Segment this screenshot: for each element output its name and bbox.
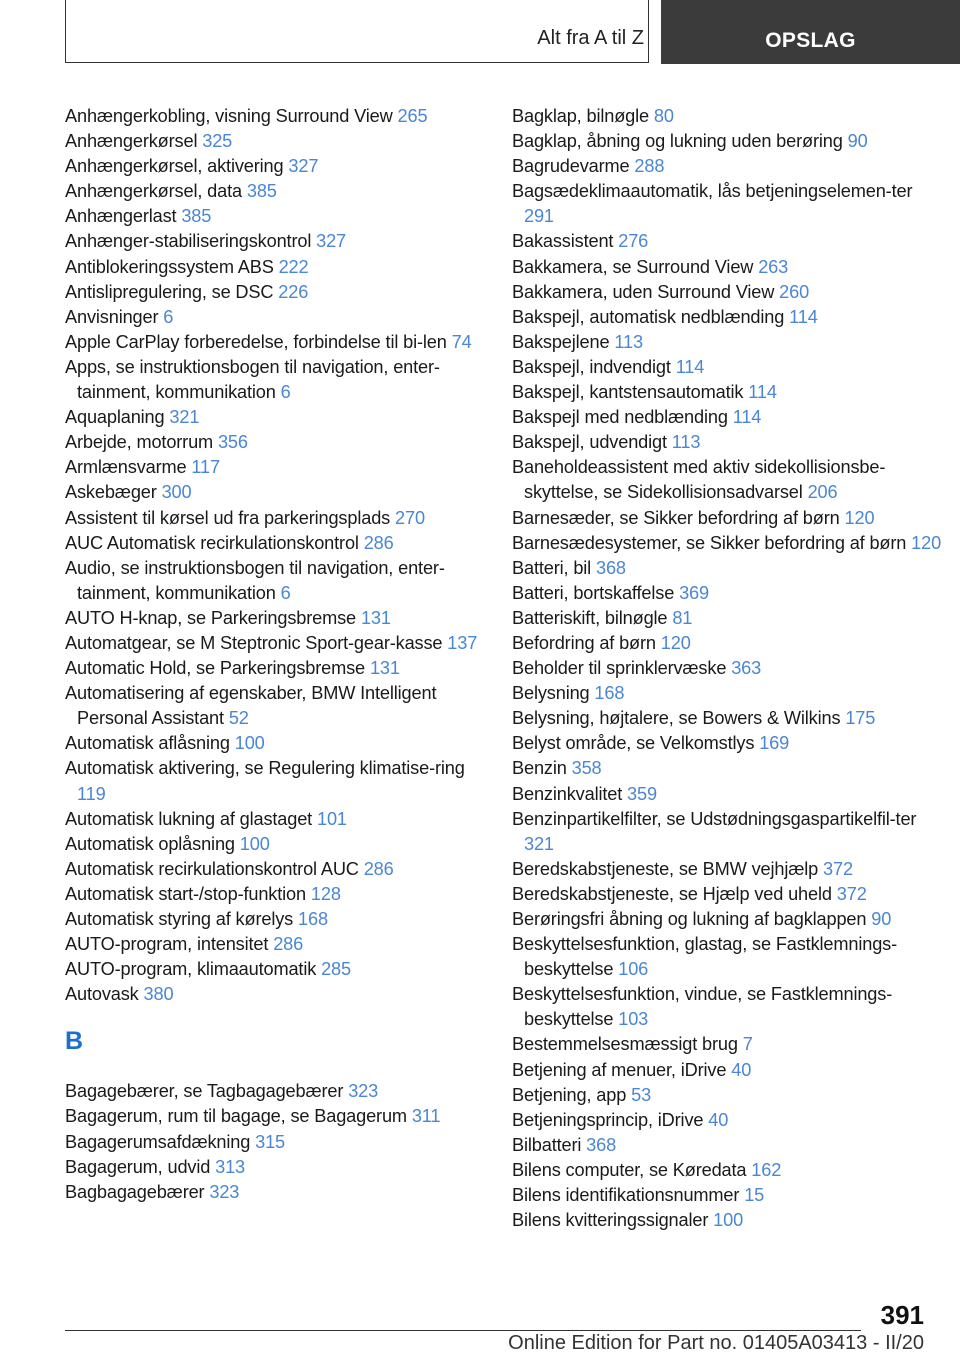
page-link[interactable]: 276 [618, 231, 649, 252]
index-entry [65, 1104, 485, 1129]
page-link[interactable]: 52 [228, 708, 249, 729]
page-link[interactable]: 40 [708, 1109, 729, 1130]
index-term: Beskyttelsesfunktion, vindue, se Fastklemnings‐beskyttelse [512, 984, 893, 1030]
index-entry [512, 857, 942, 882]
index-entry [512, 907, 942, 932]
index-term: Bakkamera, uden Surround View [512, 281, 775, 302]
index-term: Automatisk start-/stop-funktion [65, 883, 306, 904]
page-link[interactable]: 288 [634, 156, 665, 177]
index-term: Autovask [65, 984, 139, 1005]
index-entry [512, 255, 942, 280]
page-link[interactable]: 100 [713, 1210, 744, 1231]
page-link[interactable]: 222 [278, 256, 309, 277]
index-entry [65, 631, 485, 656]
index-term: Belysning [512, 683, 590, 704]
index-term: AUTO-program, intensitet [65, 934, 269, 955]
index-entry [512, 229, 942, 254]
index-term: Beredskabstjeneste, se Hjælp ved uheld [512, 883, 832, 904]
index-term: Batteriskift, bilnøgle [512, 607, 668, 628]
index-term: Belysning, højtalere, se Bowers & Wilkins [512, 708, 841, 729]
index-term: AUC Automatisk recirkulationskontrol [65, 532, 359, 553]
index-term: Bakspejl, kantstensautomatik [512, 382, 744, 403]
page-link[interactable]: 80 [653, 106, 674, 126]
index-term: Berøringsfri åbning og lukning af bagklappen [512, 909, 867, 929]
index-term: Batteri, bil [512, 557, 592, 578]
page-link[interactable]: 120 [844, 507, 875, 528]
index-term: Armlænsvarme [65, 457, 187, 478]
index-entry [65, 506, 485, 531]
index-term: Automatic Hold, se Parkeringsbremse [65, 658, 366, 679]
index-term: Bagagebærer, se Tagbagagebærer [65, 1081, 344, 1102]
index-entry [512, 104, 942, 129]
page-link[interactable]: 114 [675, 356, 705, 377]
index-entry [512, 606, 942, 631]
page-link[interactable]: 323 [209, 1181, 240, 1202]
page-link[interactable]: 81 [672, 607, 693, 628]
index-entry [65, 280, 485, 305]
index-entry [512, 1183, 942, 1208]
page-link[interactable]: 53 [631, 1084, 652, 1105]
index-entry [512, 1083, 942, 1108]
index-entry [65, 330, 485, 355]
page-link[interactable]: 90 [847, 131, 868, 152]
index-entry [512, 631, 942, 656]
page-link[interactable]: 106 [618, 959, 649, 980]
page-link[interactable]: 372 [823, 858, 853, 879]
index-entry [512, 656, 942, 681]
page-link[interactable]: 6 [163, 306, 174, 327]
page-link[interactable]: 313 [215, 1156, 246, 1177]
page-link[interactable]: 114 [789, 306, 818, 327]
footer-edition: Online Edition for Part no. 01405A03413 - II/20 [508, 1332, 924, 1354]
index-entry [512, 405, 942, 430]
index-term: Barnesæder, se Sikker befordring af børn [512, 507, 840, 528]
index-term: Apple CarPlay forberedelse, forbindelse til bi‐len [65, 331, 447, 352]
index-term: Automatgear, se M Steptronic Sport-gear‐kasse [65, 632, 443, 653]
page-link[interactable]: 356 [217, 432, 248, 453]
page-link[interactable]: 359 [627, 783, 657, 804]
index-entry [65, 731, 485, 756]
footer-rule [65, 1330, 861, 1331]
index-entry [512, 305, 942, 330]
index-entry [512, 380, 942, 405]
index-term: Bagrudevarme [512, 156, 630, 177]
page-link[interactable]: 286 [363, 858, 394, 879]
page-link[interactable]: 117 [191, 457, 220, 478]
index-entry [65, 531, 485, 556]
index-entry [512, 129, 942, 154]
index-entry [65, 1079, 485, 1104]
index-term: Beredskabstjeneste, se BMW vejhjælp [512, 858, 819, 879]
index-term: Bagagerumsafdækning [65, 1131, 251, 1152]
page-link[interactable]: 128 [310, 883, 341, 904]
page-link[interactable]: 6 [280, 382, 291, 403]
page-number: 391 [880, 1300, 924, 1330]
index-term: Bakspejl, indvendigt [512, 356, 671, 377]
page-link[interactable]: 226 [278, 281, 309, 302]
index-term: Bagagerum, udvid [65, 1156, 211, 1177]
index-entry [512, 455, 942, 505]
page-link[interactable]: 90 [871, 909, 892, 929]
index-entry [65, 204, 485, 229]
index-entry [65, 305, 485, 330]
page-link[interactable]: 162 [751, 1159, 782, 1180]
index-term: Belyst område, se Velkomstlys [512, 733, 755, 754]
index-term: Bakspejl, automatisk nedblænding [512, 306, 785, 327]
index-term: AUTO H-knap, se Parkeringsbremse [65, 607, 357, 628]
index-entry [65, 480, 485, 505]
index-term: Betjening af menuer, iDrive [512, 1059, 727, 1080]
page-link[interactable]: 286 [363, 532, 394, 553]
index-term: Betjening, app [512, 1084, 627, 1105]
index-entry [512, 154, 942, 179]
index-entry [65, 832, 485, 857]
index-term: Apps, se instruktionsbogen til navigation, enter‐tainment, kommunikation [65, 356, 440, 403]
page-link[interactable]: 327 [316, 231, 347, 252]
index-entry [65, 1130, 485, 1155]
index-term: Automatisk aflåsning [65, 733, 230, 754]
index-entry [65, 957, 485, 982]
page-link[interactable]: 74 [451, 331, 472, 352]
index-term: Beskyttelsesfunktion, glastag, se Fastklemnings‐beskyttelse [512, 934, 898, 980]
page-link[interactable]: 175 [845, 708, 876, 729]
index-entry [512, 430, 942, 455]
page-link[interactable]: 114 [748, 382, 777, 403]
index-group-b-continued [512, 104, 942, 1233]
index-entry [512, 1108, 942, 1133]
index-term: Benzin [512, 758, 567, 779]
page-link[interactable]: 325 [202, 131, 233, 152]
index-term: Antiblokeringssystem ABS [65, 256, 274, 277]
index-term: Anhængerlast [65, 206, 177, 227]
tab-opslag[interactable] [661, 0, 960, 64]
index-term: Automatisk aktivering, se Regulering klimatise‐ring [65, 758, 465, 779]
index-group-a [65, 104, 485, 1007]
page-link[interactable]: 300 [161, 482, 192, 503]
index-term: Bakkamera, se Surround View [512, 256, 754, 277]
page-link[interactable]: 120 [911, 532, 942, 553]
index-entry [65, 355, 485, 405]
index-entry [512, 807, 942, 857]
page-link[interactable]: 168 [594, 683, 625, 704]
page-link[interactable]: 285 [321, 959, 351, 980]
index-term: Aquaplaning [65, 407, 165, 428]
page-link[interactable]: 100 [234, 733, 265, 754]
index-term: Barnesædesystemer, se Sikker befordring af børn [512, 532, 907, 553]
index-entry [65, 104, 485, 129]
index-term: Bagbagagebærer [65, 1181, 205, 1202]
index-term: Automatisk lukning af glastaget [65, 808, 313, 829]
index-group-b [65, 1079, 485, 1204]
index-term: Baneholdeassistent med aktiv sidekollisionsbe‐skyttelse, se Sidekollisionsadvarsel [512, 457, 886, 503]
page-link[interactable]: 369 [679, 582, 709, 603]
index-entry [65, 907, 485, 932]
index-term: Anhængerkørsel, aktivering [65, 156, 284, 177]
page-link[interactable]: 286 [273, 934, 304, 955]
tab-label: OPSLAG [765, 29, 856, 52]
index-term: Anhænger-stabiliseringskontrol [65, 231, 312, 252]
index-entry [512, 782, 942, 807]
index-term: Bilens computer, se Køredata [512, 1159, 747, 1180]
index-entry [512, 982, 942, 1032]
page-link[interactable]: 363 [731, 658, 762, 679]
index-entry [512, 280, 942, 305]
page-link[interactable]: 113 [671, 432, 701, 453]
page-link[interactable]: 168 [298, 909, 328, 929]
index-term: Anhængerkørsel, data [65, 181, 242, 202]
page-link[interactable]: 6 [280, 582, 291, 603]
index-term: Bilens identifikationsnummer [512, 1185, 740, 1206]
page-link[interactable]: 206 [807, 482, 838, 503]
index-term: Automatisering af egenskaber, BMW Intelligent Personal Assistant [65, 683, 437, 729]
index-entry [512, 681, 942, 706]
index-entry [65, 857, 485, 882]
page-link[interactable]: 385 [246, 181, 277, 202]
page-link[interactable]: 321 [524, 833, 554, 854]
index-entry [65, 756, 485, 806]
page-link[interactable]: 7 [742, 1034, 753, 1055]
index-entry [65, 1180, 485, 1205]
index-entry [512, 932, 942, 982]
index-term: Betjeningsprincip, iDrive [512, 1109, 704, 1130]
index-term: Anvisninger [65, 306, 159, 327]
index-entry [512, 1208, 942, 1233]
index-entry [512, 1058, 942, 1083]
index-term: Bakspejl, udvendigt [512, 432, 667, 453]
index-term: Beholder til sprinklervæske [512, 658, 727, 679]
page-link[interactable]: 385 [181, 206, 212, 227]
index-term: Bestemmelsesmæssigt brug [512, 1034, 738, 1055]
page-link[interactable]: 270 [395, 507, 425, 528]
index-entry [512, 731, 942, 756]
page-link[interactable]: 131 [360, 607, 391, 628]
index-term: Arbejde, motorrum [65, 432, 214, 453]
page-link[interactable]: 40 [731, 1059, 752, 1080]
index-term: Bagklap, bilnøgle [512, 106, 649, 126]
index-entry [65, 556, 485, 606]
index-term: Bagagerum, rum til bagage, se Bagagerum [65, 1106, 407, 1127]
index-entry [512, 1133, 942, 1158]
index-entry [512, 706, 942, 731]
index-entry [512, 179, 942, 229]
index-entry [512, 531, 942, 556]
index-term: Assistent til kørsel ud fra parkeringsplads [65, 507, 391, 528]
page-link[interactable]: 265 [397, 106, 428, 126]
index-entry [512, 506, 942, 531]
page-link[interactable]: 103 [618, 1009, 649, 1030]
index-entry [65, 606, 485, 631]
index-entry [512, 581, 942, 606]
index-entry [65, 882, 485, 907]
page-link[interactable]: 119 [77, 783, 106, 804]
index-term: Anhængerkobling, visning Surround View [65, 106, 393, 126]
page-link[interactable]: 321 [169, 407, 200, 428]
index-term: Audio, se instruktionsbogen til navigation, enter‐tainment, kommunikation [65, 557, 445, 603]
page-link[interactable]: 100 [239, 833, 270, 854]
index-term: AUTO-program, klimaautomatik [65, 959, 317, 980]
index-entry [65, 154, 485, 179]
index-entry [65, 129, 485, 154]
index-entry [512, 355, 942, 380]
page-link[interactable]: 311 [411, 1106, 441, 1127]
page-link[interactable]: 380 [143, 984, 174, 1005]
section-title: Alt fra A til Z [537, 27, 644, 49]
page-link[interactable]: 263 [758, 256, 789, 277]
index-column-right [512, 104, 942, 1233]
index-term: Bakspejl med nedblænding [512, 407, 728, 428]
index-term: Askebæger [65, 482, 157, 503]
index-entry [65, 932, 485, 957]
index-entry [65, 807, 485, 832]
page-link[interactable]: 131 [369, 658, 400, 679]
index-entry [512, 1158, 942, 1183]
index-entry [65, 229, 485, 254]
page-link[interactable]: 15 [744, 1185, 765, 1206]
page-link[interactable]: 114 [732, 407, 762, 428]
page-link[interactable]: 169 [759, 733, 790, 754]
page-link[interactable]: 101 [317, 808, 347, 829]
index-term: Anhængerkørsel [65, 131, 198, 152]
page-link[interactable]: 291 [524, 206, 554, 227]
page-link[interactable]: 323 [348, 1081, 379, 1102]
page-link[interactable]: 315 [255, 1131, 286, 1152]
index-column-left [65, 104, 485, 1205]
index-term: Bakassistent [512, 231, 614, 252]
index-entry [65, 982, 485, 1007]
index-term: Bilbatteri [512, 1134, 582, 1155]
page-link[interactable]: 372 [836, 883, 867, 904]
index-term: Automatisk oplåsning [65, 833, 235, 854]
index-entry [65, 656, 485, 681]
index-entry [65, 1155, 485, 1180]
index-entry [512, 556, 942, 581]
page-link[interactable]: 260 [779, 281, 810, 302]
page-link[interactable]: 327 [288, 156, 319, 177]
page-link[interactable]: 368 [595, 557, 626, 578]
index-entry [512, 330, 942, 355]
index-term: Benzinkvalitet [512, 783, 623, 804]
page-link[interactable]: 358 [571, 758, 602, 779]
index-letter-b: B [65, 1027, 84, 1056]
index-entry [65, 681, 485, 731]
index-entry [512, 882, 942, 907]
index-term: Automatisk recirkulationskontrol AUC [65, 858, 359, 879]
index-term: Automatisk styring af kørelys [65, 909, 294, 929]
index-term: Befordring af børn [512, 632, 656, 653]
index-term: Benzinpartikelfilter, se Udstødningsgaspartikelfil‐ter [512, 808, 917, 829]
index-entry [65, 405, 485, 430]
page-link[interactable]: 137 [447, 632, 478, 653]
index-entry [65, 455, 485, 480]
page-link[interactable]: 368 [586, 1134, 617, 1155]
index-term: Bilens kvitteringssignaler [512, 1210, 709, 1231]
page-link[interactable]: 113 [614, 331, 643, 352]
index-term: Batteri, bortskaffelse [512, 582, 675, 603]
index-entry [65, 179, 485, 204]
index-term: Antislipregulering, se DSC [65, 281, 274, 302]
index-term: Bagklap, åbning og lukning uden berøring [512, 131, 843, 152]
page-link[interactable]: 120 [660, 632, 691, 653]
index-term: Bagsædeklimaautomatik, lås betjeningselemen‐ter [512, 181, 913, 202]
index-term: Bakspejlene [512, 331, 610, 352]
index-entry [512, 756, 942, 781]
index-entry [65, 255, 485, 280]
index-entry [512, 1032, 942, 1057]
index-entry [65, 430, 485, 455]
